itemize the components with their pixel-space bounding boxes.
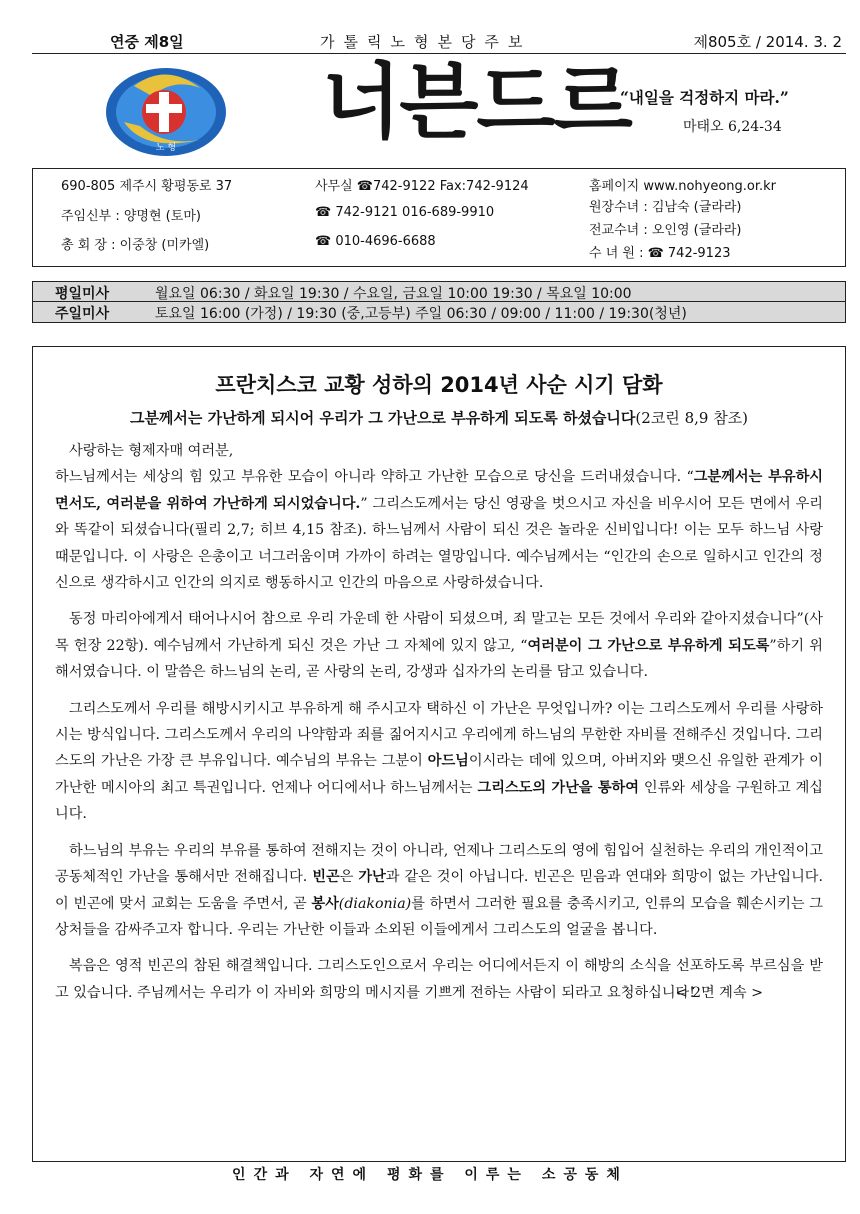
article-subtitle bbox=[55, 407, 823, 428]
paragraph-2: 동정 마리아에게서 태어나시어 참으로 우리 가운데 한 사람이 되셨으며, 죄 말고는 모든 것에서 우리와 같아지셨습니다”(사목 헌장 22항). 예수님께서 가난하게 되신 것은 가난 그 자체에 있지 않고, “여러분이 그 가난으로 부유하게 되도록”하기 위해서였습니다. 이 말씀은 하느님의 논리, 곧 사랑의 논리, 강생과 십자가의 논리를 담고 있습니다. bbox=[55, 611, 823, 681]
paragraph-3: 그리스도께서 우리를 해방시키시고 부유하게 해 주시고자 택하신 이 가난은 무엇입니까? 이는 그리스도께서 우리를 사랑하시는 방식입니다. 그리스도께서 우리의 나약함과 죄를 짊어지시고 우리에게 하느님의 무한한 자비를 전해주신 것입니다. 그리스도의 가난은 가장 큰 부유입니다. 예수님의 부유는 그분이 아드님이시라는 데에 있으며, 아버지와 맺으신 유일한 관계가 이 가난한 메시아의 최고 특권입니다. 언제나 어디에서나 하느님께서는 그리스도의 가난을 통하여 인류와 세상을 구원하고 계십니다. bbox=[55, 700, 823, 823]
parish-logo bbox=[104, 66, 228, 158]
paragraph-5: 복음은 영적 빈곤의 참된 해결책입니다. 그리스도인으로서 우리는 어디에서든지 이 해방의 소식을 선포하도록 부르심을 받고 있습니다. 주님께서는 우리가 이 자비와 희망의 메시지를 기쁘게 전하는 사람이 되라고 요청하십니다! bbox=[55, 958, 823, 1001]
footer-motto: 인간과 자연에 평화를 이루는 소공동체 bbox=[232, 1167, 628, 1183]
sunday-mass-label: 주일미사 bbox=[55, 306, 110, 322]
issue-number: 제805호 / 2014. 3. 2 bbox=[693, 33, 842, 51]
continued-notice: < 2면 계속 > bbox=[675, 985, 763, 1002]
masthead-title: 너븐드르 bbox=[322, 55, 631, 150]
weekday-mass-times: 월요일 06:30 / 화요일 19:30 / 수요일, 금요일 10:00 19:30 / 목요일 10:00 bbox=[155, 286, 632, 302]
article-body bbox=[55, 438, 823, 1007]
address: 690-805 제주시 황평동로 37 bbox=[61, 179, 233, 194]
pastor-phone: ☎ 742-9121 016-689-9910 bbox=[315, 205, 495, 220]
convent-phone: 수 녀 원 : ☎ 742-9123 bbox=[589, 246, 731, 261]
weekday-mass-row bbox=[33, 282, 845, 302]
logo-text: 노 형 bbox=[155, 143, 177, 153]
superior-nun: 원장수녀 : 김남숙 (글라라) bbox=[589, 200, 742, 215]
pastor: 주임신부 : 양명현 (토마) bbox=[61, 209, 201, 224]
lenten-message-article bbox=[32, 346, 846, 1162]
sunday-mass-row bbox=[33, 302, 845, 322]
sunday-mass-times: 토요일 16:00 (가정) / 19:30 (중,고등부) 주일 06:30 / 09:00 / 11:00 / 19:30(청년) bbox=[155, 306, 687, 322]
mass-schedule bbox=[32, 281, 846, 323]
liturgical-season: 연중 제8일 bbox=[110, 33, 184, 51]
homepage: 홈페이지 www.nohyeong.or.kr bbox=[589, 179, 777, 194]
subtitle-reference: (2코린 8,9 참조) bbox=[635, 409, 749, 427]
council-chairman: 총 회 장 : 이중창 (미카엘) bbox=[61, 238, 210, 253]
top-bar bbox=[32, 28, 846, 52]
office-phone: 사무실 ☎742-9122 Fax:742-9124 bbox=[315, 179, 529, 194]
bulletin-name: 가톨릭노형본당주보 bbox=[320, 33, 532, 51]
subtitle-text: 그분께서는 가난하게 되시어 우리가 그 가난으로 부유하게 되도록 하셨습니다 bbox=[129, 409, 636, 427]
chairman-phone: ☎ 010-4696-6688 bbox=[315, 234, 436, 249]
weekday-mass-label: 평일미사 bbox=[55, 286, 110, 302]
greeting: 사랑하는 형제자매 여러분, bbox=[69, 443, 234, 459]
paragraph-4: 하느님의 부유는 우리의 부유를 통하여 전해지는 것이 아니라, 언제나 그리스도의 영에 힘입어 실천하는 우리의 개인적이고 공동체적인 가난을 통해서만 전해집니다. 빈곤은 가난과 같은 것이 아닙니다. 빈곤은 믿음과 연대와 희망이 없는 가난입니다. 이 빈곤에 맞서 교회는 도움을 주면서, 곧 봉사(diakonia)를 하면서 그러한 필요를 충족시키고, 인류의 모습을 훼손시키는 그 상처들을 감싸주고자 합니다. 우리는 가난한 이들과 소외된 이들에게서 그리스도의 얼굴을 봅니다. bbox=[55, 842, 823, 938]
article-title: 프란치스코 교황 성하의 2014년 사순 시기 담화 bbox=[215, 373, 663, 397]
missionary-nun: 전교수녀 : 오인영 (글라라) bbox=[589, 223, 742, 238]
paragraph-1: 하느님께서는 세상의 힘 있고 부유한 모습이 아니라 약하고 가난한 모습으로 당신을 드러내셨습니다. “그분께서는 부유하시면서도, 여러분을 위하여 가난하게 되시었습니다.” 그리스도께서는 당신 영광을 벗으시고 자신을 비우시어 모든 면에서 우리와 똑같이 되셨습니다(필리 2,7; 히브 4,15 참조). 하느님께서 사람이 되신 것은 놀라운 신비입니다! 이는 모두 하느님 사랑 때문입니다. 이 사랑은 은총이고 너그러움이며 가까이 하려는 열망입니다. 예수님께서는 “인간의 손으로 일하시고 인간의 정신으로 생각하시고 인간의 의지로 행동하시고 인간의 마음으로 사랑하셨습니다. bbox=[55, 469, 823, 592]
verse-reference: 마태오 6,24-34 bbox=[683, 119, 782, 135]
parish-info-box bbox=[32, 168, 846, 267]
weekly-verse: “내일을 걱정하지 마라.” bbox=[620, 88, 789, 107]
top-divider bbox=[32, 53, 846, 54]
